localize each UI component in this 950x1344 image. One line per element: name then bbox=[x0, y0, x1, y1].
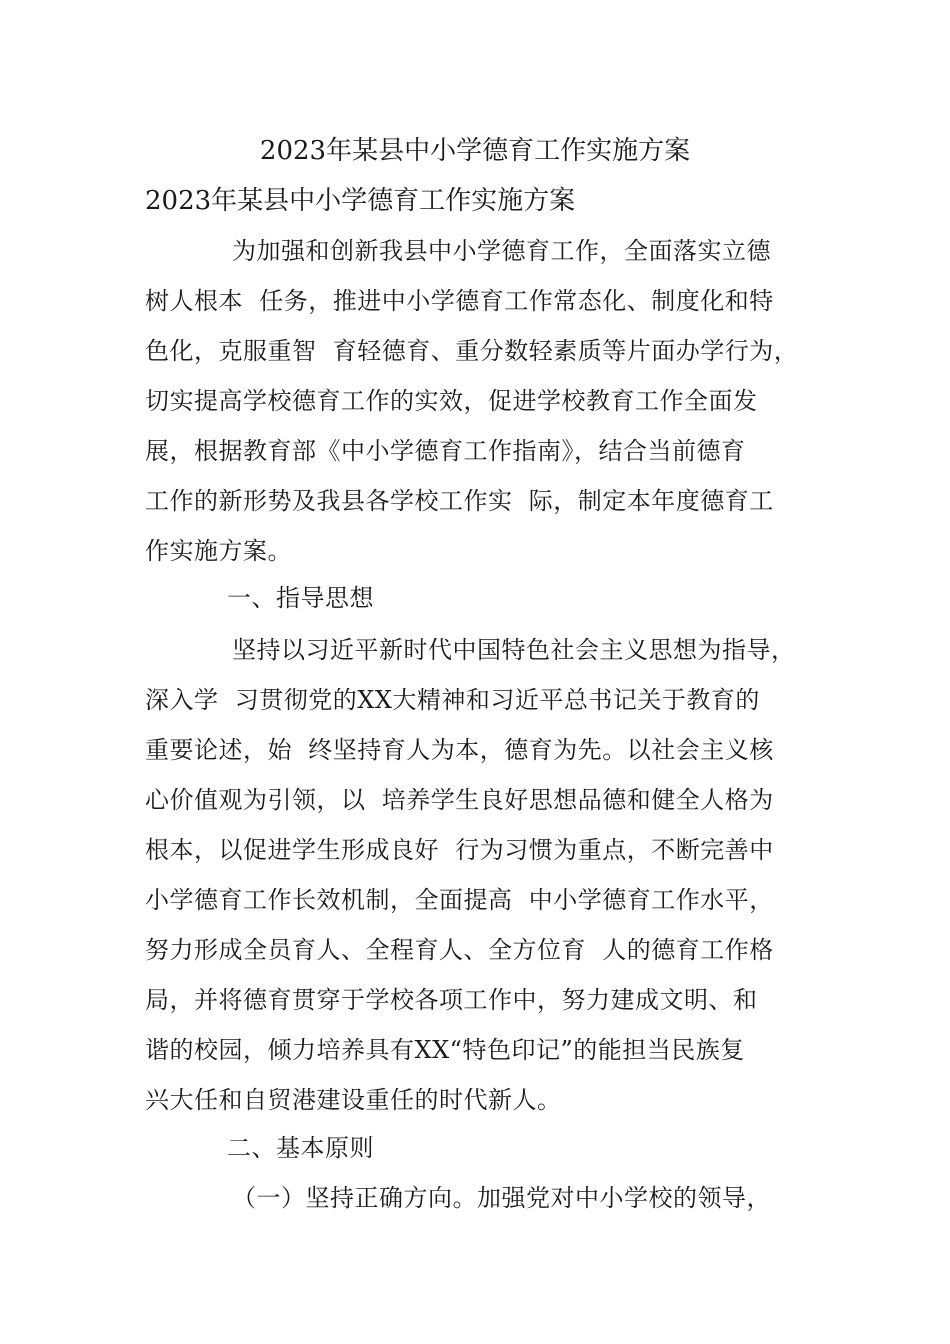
body-line: 深入学 习贯彻党的XX大精神和习近平总书记关于教育的 bbox=[145, 686, 760, 714]
body-line: 心价值观为引领，以 培养学生良好思想品德和健全人格为 bbox=[145, 786, 774, 814]
body-line: 为加强和创新我县中小学德育工作，全面落实立德 bbox=[232, 237, 771, 265]
body-line: 局，并将德育贯穿于学校各项工作中，努力建成文明、和 bbox=[145, 986, 758, 1014]
body-line: 谐的校园，倾力培养具有XX“特色印记”的能担当民族复 bbox=[145, 1036, 745, 1064]
body-line: 兴大任和自贸港建设重任的时代新人。 bbox=[145, 1086, 562, 1114]
section-heading: 一、指导思想 bbox=[227, 584, 374, 612]
body-line: 工作的新形势及我县各学校工作实 际，制定本年度德育工 bbox=[145, 487, 774, 515]
body-line: 小学德育工作长效机制，全面提高 中小学德育工作水平， bbox=[145, 886, 774, 914]
body-line: 色化，克服重智 育轻德育、重分数轻素质等片面办学行为， bbox=[145, 337, 799, 365]
body-line: 切实提高学校德育工作的实效，促进学校教育工作全面发 bbox=[145, 387, 758, 415]
body-line: 重要论述，始 终坚持育人为本，德育为先。以社会主义核 bbox=[145, 736, 774, 764]
body-line: 树人根本 任务，推进中小学德育工作常态化、制度化和特 bbox=[145, 287, 774, 315]
body-line: （一）坚持正确方向。加强党对中小学校的领导， bbox=[232, 1184, 771, 1212]
body-line: 展，根据教育部《中小学德育工作指南》，结合当前德育 bbox=[145, 437, 746, 465]
body-line: 根本，以促进学生形成良好 行为习惯为重点，不断完善中 bbox=[145, 836, 774, 864]
body-line: 努力形成全员育人、全程育人、全方位育 人的德育工作格 bbox=[145, 936, 774, 964]
document-title: 2023年某县中小学德育工作实施方案 bbox=[259, 136, 691, 166]
document-subtitle: 2023年某县中小学德育工作实施方案 bbox=[145, 186, 576, 216]
body-line: 作实施方案。 bbox=[145, 537, 292, 565]
section-heading: 二、基本原则 bbox=[227, 1134, 374, 1162]
body-line: 坚持以习近平新时代中国特色社会主义思想为指导， bbox=[232, 636, 796, 664]
